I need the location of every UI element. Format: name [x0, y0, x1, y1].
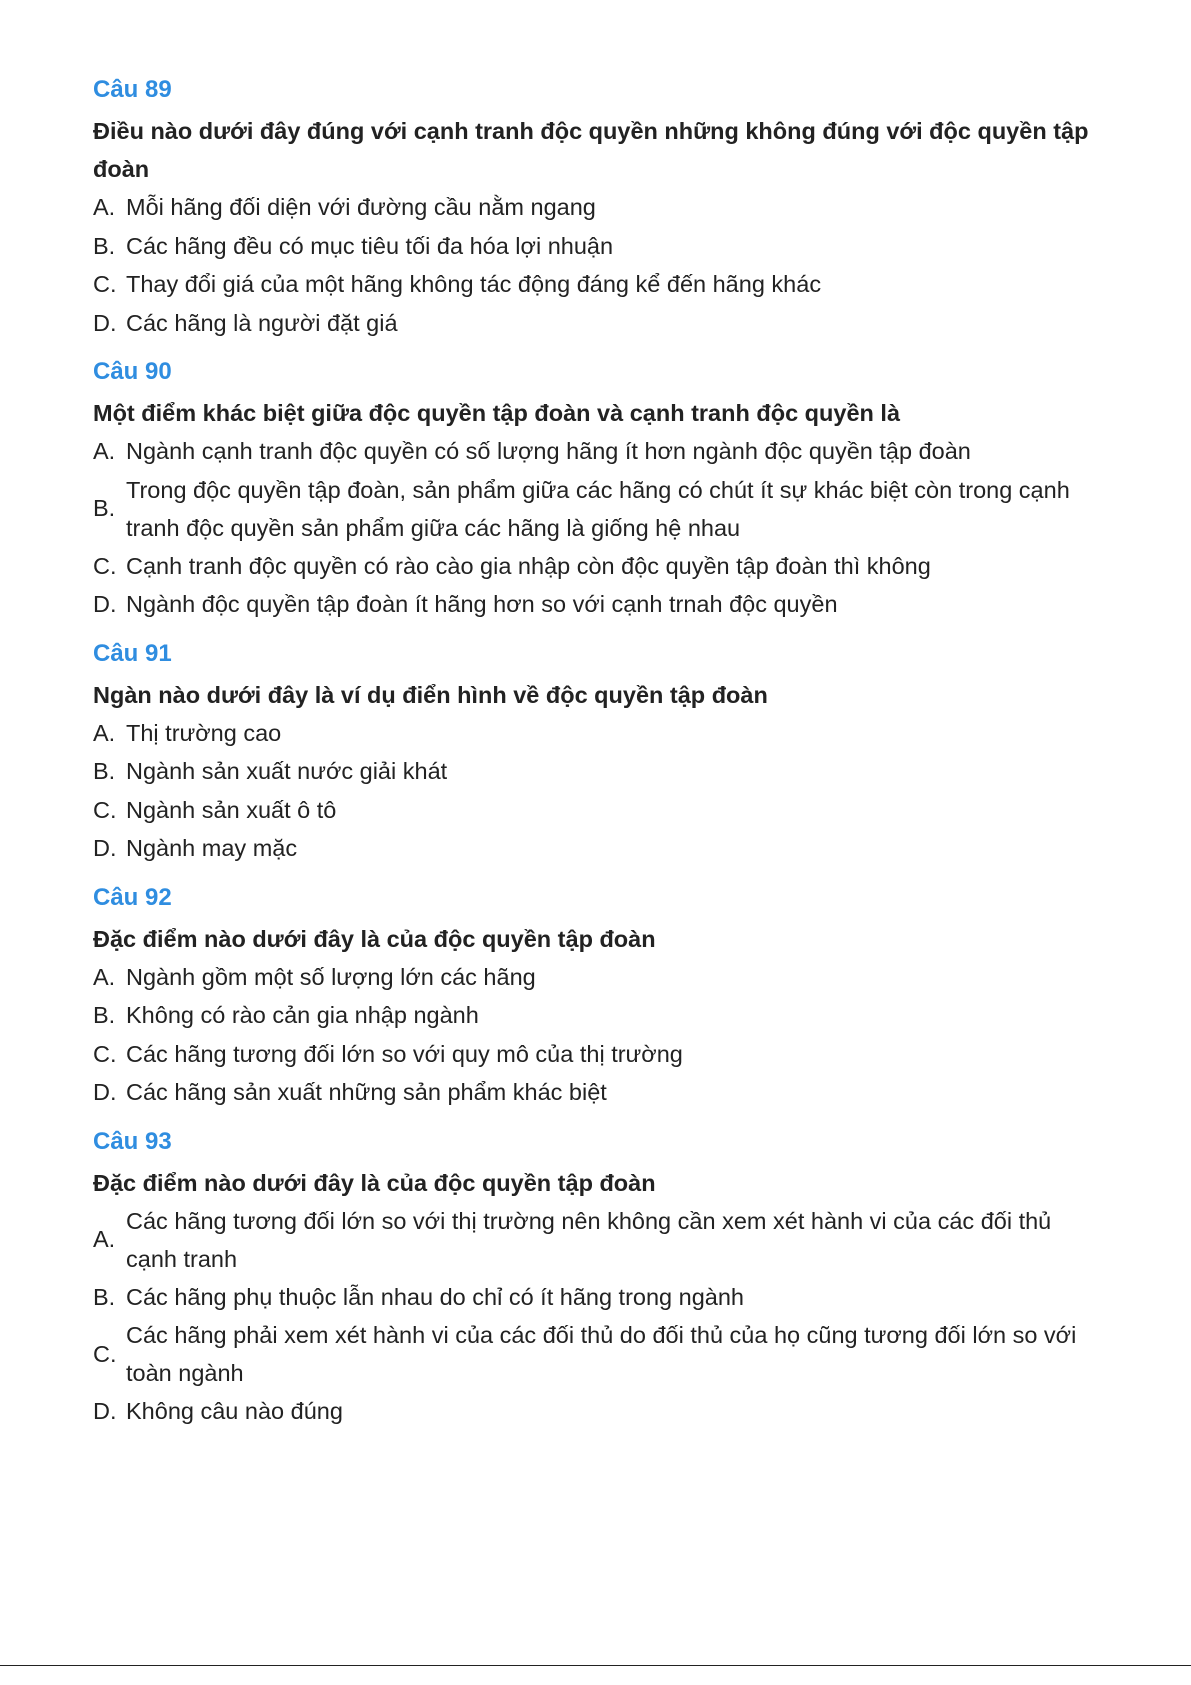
option-text: Thị trường cao: [126, 719, 282, 746]
answer-option-c[interactable]: [93, 1035, 1103, 1074]
option-letter: B.: [93, 232, 116, 259]
option-text: Ngành cạnh tranh độc quyền có số lượng hãng ít hơn ngành độc quyền tập đoàn: [126, 438, 971, 464]
question-93: [93, 1124, 1103, 1431]
option-letter: C.: [93, 1040, 117, 1067]
option-letter: B.: [93, 1002, 116, 1028]
option-letter: D.: [93, 1079, 117, 1105]
question-list: [93, 72, 1103, 1443]
option-letter: D.: [93, 1398, 117, 1424]
option-letter: B.: [93, 495, 116, 522]
option-letter: C.: [93, 271, 117, 297]
option-text: Thay đổi giá của một hãng không tác động đáng kể đến hãng khác: [126, 271, 822, 297]
option-text: Ngành sản xuất ô tô: [126, 796, 337, 823]
option-letter: A.: [93, 194, 116, 220]
answer-option-d[interactable]: [93, 585, 1103, 624]
question-number: Câu 92: [93, 883, 172, 911]
option-text: Không có rào cản gia nhập ngành: [126, 1002, 479, 1028]
option-letter: A.: [93, 963, 116, 990]
answer-option-c[interactable]: [93, 547, 1103, 586]
answer-option-c[interactable]: [93, 791, 1103, 830]
option-text: Các hãng phụ thuộc lẫn nhau do chỉ có ít hãng trong ngành: [126, 1283, 744, 1310]
question-number: Câu 89: [93, 76, 172, 103]
answer-option-a[interactable]: [93, 958, 1103, 997]
option-letter: B.: [93, 1283, 116, 1310]
answer-option-d[interactable]: [93, 829, 1103, 868]
page-bottom-divider: [0, 1665, 1191, 1666]
answer-option-a[interactable]: [93, 1202, 1103, 1278]
option-text: Ngành may mặc: [126, 835, 298, 861]
answer-option-b[interactable]: [93, 752, 1103, 791]
option-text: Các hãng tương đối lớn so với thị trường nên không cần xem xét hành vi của các đối thủ cạnh tranh: [126, 1207, 1052, 1272]
option-letter: A.: [93, 1226, 116, 1253]
option-text: Các hãng tương đối lớn so với quy mô của thị trường: [126, 1040, 683, 1067]
option-text: Các hãng đều có mục tiêu tối đa hóa lợi nhuận: [126, 232, 614, 259]
answer-option-c[interactable]: [93, 265, 1103, 304]
question-92: [93, 880, 1103, 1112]
question-number: Câu 90: [93, 358, 172, 385]
answer-option-d[interactable]: [93, 304, 1103, 343]
answer-option-b[interactable]: [93, 996, 1103, 1035]
option-letter: C.: [93, 552, 117, 579]
question-text: Điều nào dưới đây đúng với cạnh tranh độc quyền những không đúng với độc quyền tập đoàn: [93, 118, 1089, 182]
option-letter: A.: [93, 438, 116, 464]
option-text: Không câu nào đúng: [126, 1398, 343, 1424]
answer-option-d[interactable]: [93, 1392, 1103, 1431]
option-text: Trong độc quyền tập đoàn, sản phẩm giữa các hãng có chút ít sự khác biệt còn trong cạnh tranh độc quyền sản phẩm giữa các hãng là giống hệ nhau: [126, 476, 1070, 541]
answer-option-c[interactable]: [93, 1316, 1103, 1392]
option-letter: A.: [93, 719, 116, 746]
option-letter: D.: [93, 835, 117, 861]
option-text: Ngành độc quyền tập đoàn ít hãng hơn so với cạnh trnah độc quyền: [126, 591, 838, 617]
option-letter: D.: [93, 591, 117, 617]
option-text: Cạnh tranh độc quyền có rào cào gia nhập còn độc quyền tập đoàn thì không: [126, 552, 931, 579]
option-text: Ngành gồm một số lượng lớn các hãng: [126, 963, 536, 990]
question-89: [93, 72, 1103, 342]
answer-option-a[interactable]: [93, 714, 1103, 753]
question-text: Đặc điểm nào dưới đây là của độc quyền tập đoàn: [93, 1169, 656, 1196]
answer-option-a[interactable]: [93, 188, 1103, 227]
answer-option-d[interactable]: [93, 1073, 1103, 1112]
question-90: [93, 354, 1103, 624]
question-text: Một điểm khác biệt giữa độc quyền tập đoàn và cạnh tranh độc quyền là: [93, 400, 901, 426]
answer-option-b[interactable]: [93, 1278, 1103, 1317]
option-text: Các hãng phải xem xét hành vi của các đối thủ do đối thủ của họ cũng tương đối lớn so với toàn ngành: [126, 1322, 1077, 1386]
question-number: Câu 93: [93, 1127, 172, 1155]
answer-option-b[interactable]: [93, 227, 1103, 266]
question-91: [93, 636, 1103, 868]
option-letter: B.: [93, 758, 116, 784]
question-text: Đặc điểm nào dưới đây là của độc quyền tập đoàn: [93, 925, 656, 952]
question-number: Câu 91: [93, 639, 172, 667]
option-letter: C.: [93, 1340, 117, 1367]
answer-option-b[interactable]: [93, 471, 1103, 547]
option-text: Ngành sản xuất nước giải khát: [126, 758, 448, 784]
option-text: Các hãng sản xuất những sản phẩm khác biệt: [126, 1079, 607, 1105]
option-text: Các hãng là người đặt giá: [126, 309, 398, 336]
option-text: Mỗi hãng đối diện với đường cầu nằm ngang: [126, 194, 596, 220]
question-text: Ngàn nào dưới đây là ví dụ điển hình về độc quyền tập đoàn: [93, 681, 768, 708]
option-letter: D.: [93, 309, 117, 336]
option-letter: C.: [93, 796, 117, 823]
answer-option-a[interactable]: [93, 432, 1103, 471]
